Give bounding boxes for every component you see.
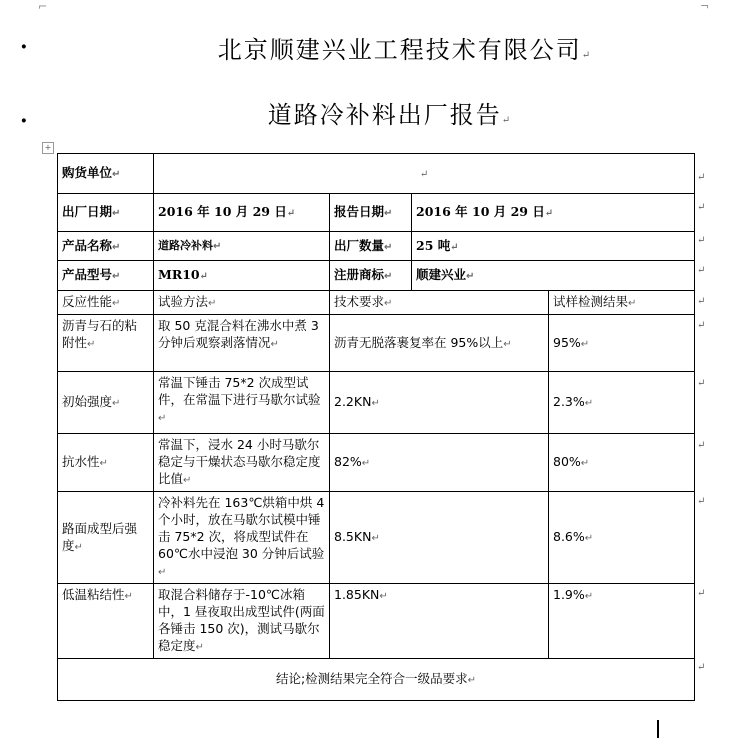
row-end-mark: ↵ — [697, 172, 706, 183]
test-result: 2.3%↵ — [549, 372, 695, 434]
test-requirement: 82%↵ — [330, 434, 549, 492]
ship-date-value[interactable]: 2016 年 10 月 29 日↵ — [154, 194, 330, 232]
test-result: 80%↵ — [549, 434, 695, 492]
page-corner-mark: ⌐ — [38, 0, 48, 13]
test-requirement: 2.2KN↵ — [330, 372, 549, 434]
report-date-value[interactable]: 2016 年 10 月 29 日↵ — [412, 194, 695, 232]
report-table — [57, 153, 695, 701]
trademark-value[interactable]: 顺建兴业↵ — [412, 261, 695, 291]
test-result: 1.9%↵ — [549, 584, 695, 659]
test-requirement: 1.85KN↵ — [330, 584, 549, 659]
test-method: 取 50 克混合料在沸水中煮 3 分钟后观察剥落情况↵ — [154, 315, 330, 372]
row-end-mark: ↵ — [697, 235, 706, 246]
table-row — [58, 372, 695, 434]
row-end-mark: ↵ — [697, 296, 706, 307]
product-name-label: 产品名称↵ — [58, 232, 154, 261]
test-property: 抗水性↵ — [58, 434, 154, 492]
report-date-label: 报告日期↵ — [330, 194, 412, 232]
table-row — [58, 194, 695, 232]
conclusion-row — [58, 659, 695, 701]
bullet-mark: · — [20, 34, 28, 60]
test-requirement: 8.5KN↵ — [330, 492, 549, 584]
row-end-mark: ↵ — [697, 588, 706, 599]
quantity-label: 出厂数量↵ — [330, 232, 412, 261]
row-end-mark: ↵ — [697, 378, 706, 389]
buyer-value[interactable]: ↵ — [154, 154, 695, 194]
table-row — [58, 315, 695, 372]
col-header-result: 试样检测结果↵ — [549, 291, 695, 315]
test-result: 8.6%↵ — [549, 492, 695, 584]
quantity-value[interactable]: 25 吨↵ — [412, 232, 695, 261]
table-header-row — [58, 291, 695, 315]
test-property: 路面成型后强度↵ — [58, 492, 154, 584]
test-method: 取混合料储存于-10℃冰箱中，1 昼夜取出成型试件(两面各锤击 150 次)，测试马歇尔稳定度↵ — [154, 584, 330, 659]
col-header-requirement: 技术要求↵ — [330, 291, 549, 315]
ship-date-label: 出厂日期↵ — [58, 194, 154, 232]
page-corner-mark-right: ¬ — [700, 0, 710, 13]
report-title: 道路冷补料出厂报告↵ — [267, 101, 513, 129]
model-label: 产品型号↵ — [58, 261, 154, 291]
model-value[interactable]: MR10↵ — [154, 261, 330, 291]
table-row — [58, 434, 695, 492]
col-header-property: 反应性能↵ — [58, 291, 154, 315]
row-end-mark: ↵ — [697, 202, 706, 213]
test-result: 95%↵ — [549, 315, 695, 372]
table-row — [58, 154, 695, 194]
test-requirement: 沥青无脱落裹复率在 95%以上↵ — [330, 315, 549, 372]
bullet-mark-2: · — [20, 108, 28, 134]
test-method: 常温下锤击 75*2 次成型试件，在常温下进行马歇尔试验↵ — [154, 372, 330, 434]
test-property: 初始强度↵ — [58, 372, 154, 434]
buyer-label: 购货单位↵ — [58, 154, 154, 194]
table-move-handle[interactable]: + — [42, 142, 54, 154]
row-end-mark: ↵ — [697, 265, 706, 276]
table-row — [58, 584, 695, 659]
row-end-mark: ↵ — [697, 440, 706, 451]
row-end-mark: ↵ — [697, 496, 706, 507]
col-header-method: 试验方法↵ — [154, 291, 330, 315]
row-end-mark: ↵ — [697, 320, 706, 331]
table-row — [58, 492, 695, 584]
company-title: 北京顺建兴业工程技术有限公司↵ — [217, 36, 593, 64]
product-name-value[interactable]: 道路冷补料↵ — [154, 232, 330, 261]
row-end-mark: ↵ — [697, 662, 706, 673]
table-row — [58, 232, 695, 261]
conclusion-text: 结论;检测结果完全符合一级品要求↵ — [58, 659, 695, 701]
trademark-label: 注册商标↵ — [330, 261, 412, 291]
test-property: 低温粘结性↵ — [58, 584, 154, 659]
table-row — [58, 261, 695, 291]
text-cursor — [657, 720, 659, 738]
test-method: 冷补料先在 163℃烘箱中烘 4 个小时，放在马歇尔试模中锤击 75*2 次，将成型试件在 60℃水中浸泡 30 分钟后试验↵ — [154, 492, 330, 584]
test-method: 常温下，浸水 24 小时马歇尔稳定与干燥状态马歇尔稳定度比值↵ — [154, 434, 330, 492]
test-property: 沥青与石的粘附性↵ — [58, 315, 154, 372]
